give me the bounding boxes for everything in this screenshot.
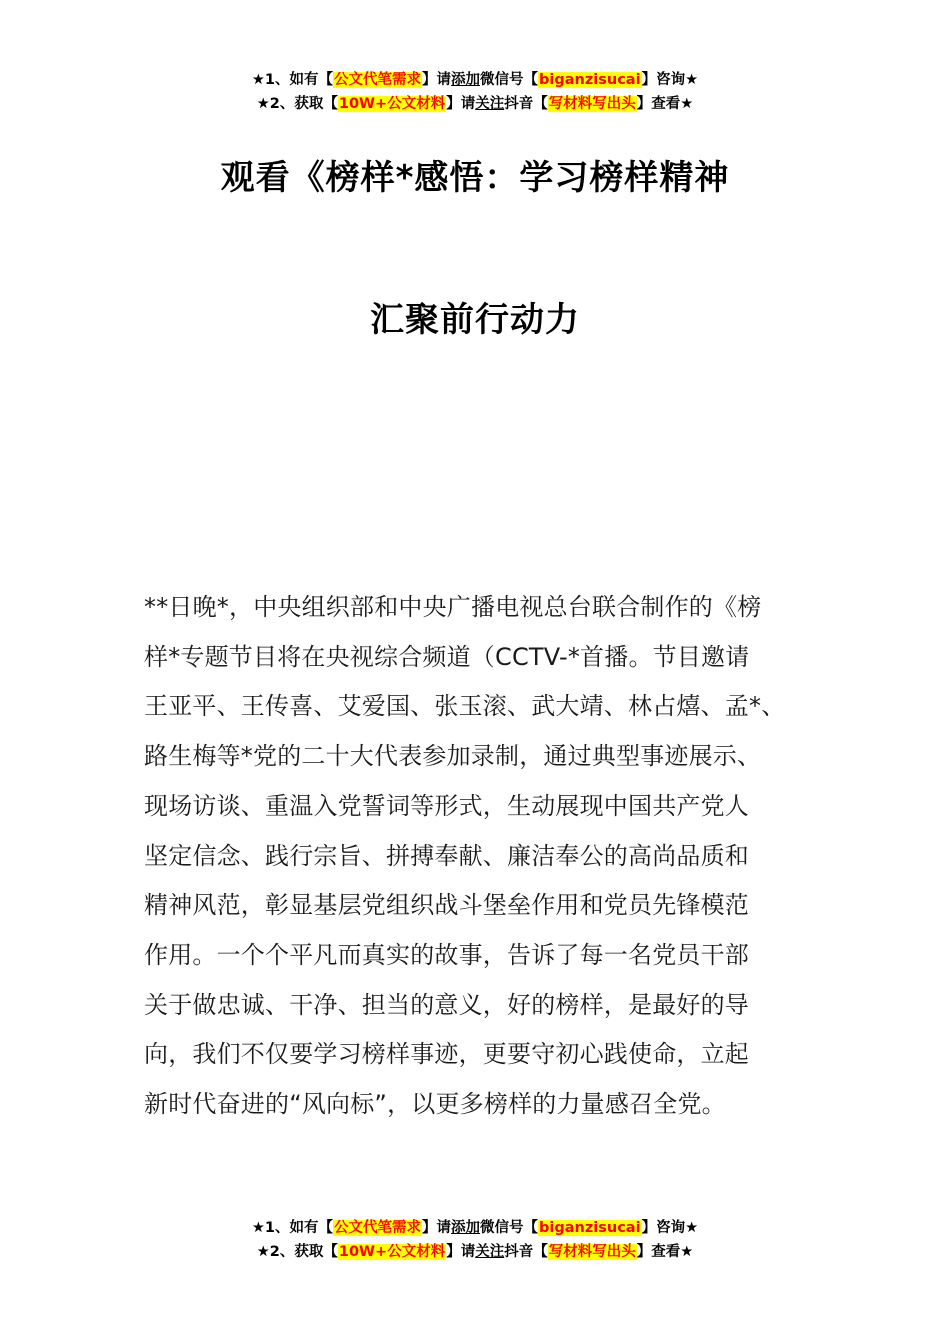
banner-emphasis: 关注 xyxy=(475,1244,505,1260)
banner-highlight: 写材料写出头 xyxy=(548,1244,636,1260)
body-line: **日晚*，中央组织部和中央广播电视总台联合制作的《榜 xyxy=(144,593,762,621)
document-title-line-2: 汇聚前行动力 xyxy=(370,300,580,340)
banner-highlight: 10W+公文材料 xyxy=(338,96,446,112)
body-line: 坚定信念、践行宗旨、拼搏奉献、廉洁奉公的高尚品质和 xyxy=(144,841,749,870)
body-line: 路生梅等*党的二十大代表参加录制，通过典型事迹展示、 xyxy=(144,742,762,771)
header-banner xyxy=(0,68,950,116)
body-line: 关于做忠诚、干净、担当的意义，好的榜样，是最好的导 xyxy=(144,990,749,1019)
banner-highlight: biganzisucai xyxy=(539,72,641,88)
footer-banner xyxy=(0,1216,950,1264)
banner-line-2: ★2、获取【10W+公文材料】请关注抖音【写材料写出头】查看★ xyxy=(256,96,694,112)
banner-line-1: ★1、如有【公文代笔需求】请添加微信号【biganzisucai】咨询★ xyxy=(251,1220,699,1236)
document-title-line-1: 观看《榜样*感悟：学习榜样精神 xyxy=(220,158,730,198)
body-line: 向，我们不仅要学习榜样事迹，更要守初心践使命，立起 xyxy=(144,1040,749,1069)
body-line: 王亚平、王传喜、艾爱国、张玉滚、武大靖、林占熺、孟*、 xyxy=(144,692,786,721)
banner-highlight: 写材料写出头 xyxy=(548,96,636,112)
body-paragraph xyxy=(144,583,810,1130)
banner-emphasis: 添加 xyxy=(451,1220,481,1236)
banner-highlight: 公文代笔需求 xyxy=(334,72,422,88)
banner-emphasis: 关注 xyxy=(475,96,505,112)
banner-line-2: ★2、获取【10W+公文材料】请关注抖音【写材料写出头】查看★ xyxy=(256,1244,694,1260)
body-line: 现场访谈、重温入党誓词等形式，生动展现中国共产党人 xyxy=(144,791,749,820)
body-line: 精神风范，彰显基层党组织战斗堡垒作用和党员先锋模范 xyxy=(144,891,749,920)
body-line: 作用。一个个平凡而真实的故事，告诉了每一名党员干部 xyxy=(144,940,749,969)
body-line: 样*专题节目将在央视综合频道（CCTV-*首播。节目邀请 xyxy=(144,642,750,671)
banner-emphasis: 添加 xyxy=(451,72,481,88)
banner-line-1: ★1、如有【公文代笔需求】请添加微信号【biganzisucai】咨询★ xyxy=(251,72,699,88)
banner-highlight: 公文代笔需求 xyxy=(334,1220,422,1236)
banner-highlight: biganzisucai xyxy=(539,1220,641,1236)
banner-highlight: 10W+公文材料 xyxy=(338,1244,446,1260)
body-line: 新时代奋进的“风向标”，以更多榜样的力量感召全党。 xyxy=(144,1090,726,1119)
